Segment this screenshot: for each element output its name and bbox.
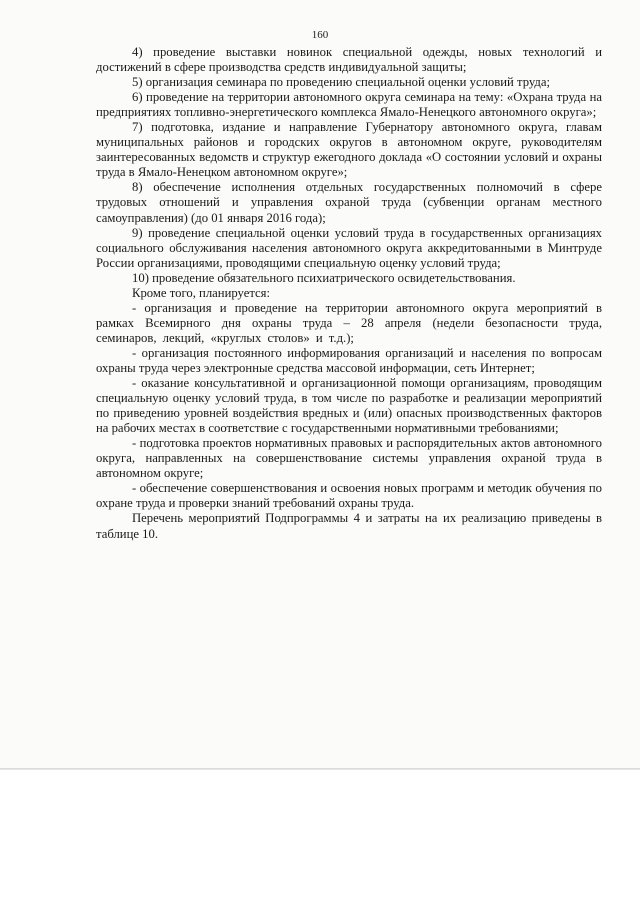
- paragraph-plan-training: - обеспечение совершенствования и освоения новых программ и методик обучения по охране труда и проверки знаний требований охраны труда.: [96, 481, 602, 511]
- paragraph-item-8: 8) обеспечение исполнения отдельных государственных полномочий в сфере трудовых отношений и управления охраной труда (субвенции органам местного самоуправления) (до 01 января 2016 года);: [96, 180, 602, 225]
- paragraph-plan-consulting: - оказание консультативной и организационной помощи организациям, проводящим специальную оценку условий труда, в том числе по разработке и реализации мероприятий по приведению уровней воздействия вредных и (или) опасных производственных факторов на рабочих местах в соответствие с государственными нормативными требованиями;: [96, 376, 602, 436]
- paragraph-item-6: 6) проведение на территории автономного округа семинара на тему: «Охрана труда на предприятиях топливно-энергетического комплекса Ямало-Ненецкого автономного округа»;: [96, 90, 602, 120]
- paragraph-item-4: 4) проведение выставки новинок специальной одежды, новых технологий и достижений в сфере производства средств индивидуальной защиты;: [96, 45, 602, 75]
- paragraph-plan-world-day: - организация и проведение на территории автономного округа мероприятий в рамках Всемирного дня охраны труда – 28 апреля (недели безопасности труда, семинаров, лекций, «круглых столов» и т.д.);: [96, 300, 602, 345]
- paragraph-plan-informing: - организация постоянного информирования организаций и населения по вопросам охраны труда через электронные средства массовой информации, сеть Интернет;: [96, 345, 602, 375]
- paragraph-intro-plans: Кроме того, планируется:: [132, 285, 271, 300]
- paragraph-item-10: 10) проведение обязательного психиатрического освидетельствования.: [132, 270, 516, 285]
- paragraph-item-5: 5) организация семинара по проведению специальной оценки условий труда;: [132, 75, 551, 90]
- page-number: 160: [311, 29, 329, 41]
- paragraph-plan-drafting-acts: - подготовка проектов нормативных правовых и распорядительных актов автономного округа, направленных на совершенствование системы управления охраной труда в автономном округе;: [96, 436, 602, 481]
- paragraph-conclusion: Перечень мероприятий Подпрограммы 4 и затраты на их реализацию приведены в таблице 10.: [96, 511, 602, 541]
- paragraph-item-9: 9) проведение специальной оценки условий труда в государственных организациях социального обслуживания населения автономного округа аккредитованными в Минтруде России организациями, проводящими специальную оценку условий труда;: [96, 225, 602, 270]
- scan-bottom-edge: [0, 768, 640, 770]
- paragraph-item-7: 7) подготовка, издание и направление Губернатору автономного округа, главам муниципальных районов и городских округов в автономном округе, руководителям заинтересованных ведомств и структур ежегодного доклада «О состоянии условий и охраны труда в Ямало-Ненецком автономном округе»;: [96, 120, 602, 180]
- document-body: [96, 45, 602, 542]
